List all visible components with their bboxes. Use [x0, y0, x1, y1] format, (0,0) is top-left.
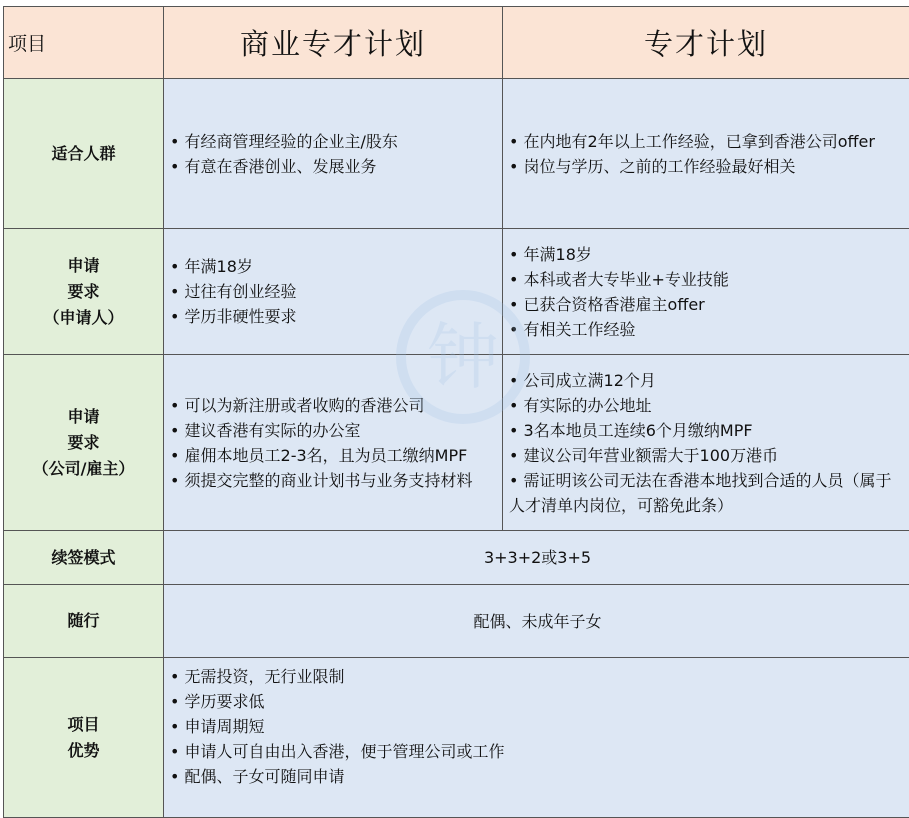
cell-line: • 学历非硬性要求	[170, 304, 498, 329]
cell-line: • 公司成立满12个月	[509, 368, 905, 393]
row-label	[4, 585, 164, 658]
cell-plan-a	[164, 79, 503, 229]
cell-line: • 年满18岁	[170, 254, 498, 279]
row-label	[4, 531, 164, 585]
cell-line: • 可以为新注册或者收购的香港公司	[170, 393, 498, 418]
cell-lines	[4, 545, 163, 571]
cell-line: • 过往有创业经验	[170, 279, 498, 304]
cell-lines	[4, 608, 163, 634]
cell-lines	[170, 664, 905, 789]
cell-line: • 无需投资，无行业限制	[170, 664, 905, 689]
cell-line: 续签模式	[4, 545, 163, 571]
cell-line: （公司/雇主）	[4, 456, 163, 482]
cell-lines	[509, 129, 905, 179]
cell-lines	[170, 393, 498, 493]
row-label	[4, 229, 164, 355]
cell-line: • 年满18岁	[509, 242, 905, 267]
cell-lines	[4, 141, 163, 167]
cell-line: • 学历要求低	[170, 689, 905, 714]
header-row	[4, 7, 909, 79]
cell-line: （申请人）	[4, 305, 163, 331]
cell-line: • 已获合资格香港雇主offer	[509, 292, 905, 317]
cell-line: • 有经商管理经验的企业主/股东	[170, 129, 498, 154]
row-advantages	[4, 658, 909, 818]
cell-line: • 有实际的办公地址	[509, 393, 905, 418]
cell-line: • 配偶、子女可随同申请	[170, 764, 905, 789]
header-plan-business-talent: 商业专才计划	[164, 7, 503, 79]
cell-lines	[4, 404, 163, 482]
cell-lines	[170, 254, 498, 329]
cell-lines	[509, 368, 905, 518]
cell-lines	[4, 712, 163, 764]
cell-line: • 3名本地员工连续6个月缴纳MPF	[509, 418, 905, 443]
cell-line: 适合人群	[4, 141, 163, 167]
cell-line: • 有意在香港创业、发展业务	[170, 154, 498, 179]
cell-line: • 在内地有2年以上工作经验，已拿到香港公司offer	[509, 129, 905, 154]
cell-line: • 申请周期短	[170, 714, 905, 739]
cell-line: • 本科或者大专毕业+专业技能	[509, 267, 905, 292]
cell-plan-a	[164, 658, 909, 818]
cell-plan-a	[164, 229, 503, 355]
cell-line: • 雇佣本地员工2-3名，且为员工缴纳MPF	[170, 443, 498, 468]
cell-plan-a	[164, 355, 503, 531]
cell-line: • 建议公司年营业额需大于100万港币	[509, 443, 905, 468]
cell-plan-b	[503, 355, 909, 531]
row-label	[4, 79, 164, 229]
cell-line: 申请	[4, 404, 163, 430]
cell-line: 随行	[4, 608, 163, 634]
cell-line: 申请	[4, 253, 163, 279]
row-dependents	[4, 585, 909, 658]
cell-line: 要求	[4, 279, 163, 305]
row-company-requirements	[4, 355, 909, 531]
cell-line: • 需证明该公司无法在香港本地找到合适的人员（属于人才清单内岗位，可豁免此条）	[509, 468, 905, 518]
cell-lines	[509, 242, 905, 342]
cell-line: • 须提交完整的商业计划书与业务支持材料	[170, 468, 498, 493]
comparison-table	[3, 6, 909, 818]
cell-line: 要求	[4, 430, 163, 456]
row-applicant-requirements	[4, 229, 909, 355]
row-label	[4, 658, 164, 818]
cell-lines	[4, 253, 163, 331]
watermark-glyph: 钟	[427, 315, 499, 399]
cell-line: 优势	[4, 738, 163, 764]
header-plan-talent: 专才计划	[503, 7, 909, 79]
cell-lines	[170, 129, 498, 179]
cell-merged: 3+3+2或3+5	[164, 531, 909, 585]
cell-plan-b	[503, 229, 909, 355]
row-audience	[4, 79, 909, 229]
cell-line: 项目	[4, 712, 163, 738]
cell-line: • 岗位与学历、之前的工作经验最好相关	[509, 154, 905, 179]
cell-line: • 申请人可自由出入香港，便于管理公司或工作	[170, 739, 905, 764]
cell-line: • 有相关工作经验	[509, 317, 905, 342]
row-renewal	[4, 531, 909, 585]
cell-line: • 建议香港有实际的办公室	[170, 418, 498, 443]
row-label	[4, 355, 164, 531]
cell-merged: 配偶、未成年子女	[164, 585, 909, 658]
header-item: 项目	[4, 7, 164, 79]
cell-plan-b	[503, 79, 909, 229]
